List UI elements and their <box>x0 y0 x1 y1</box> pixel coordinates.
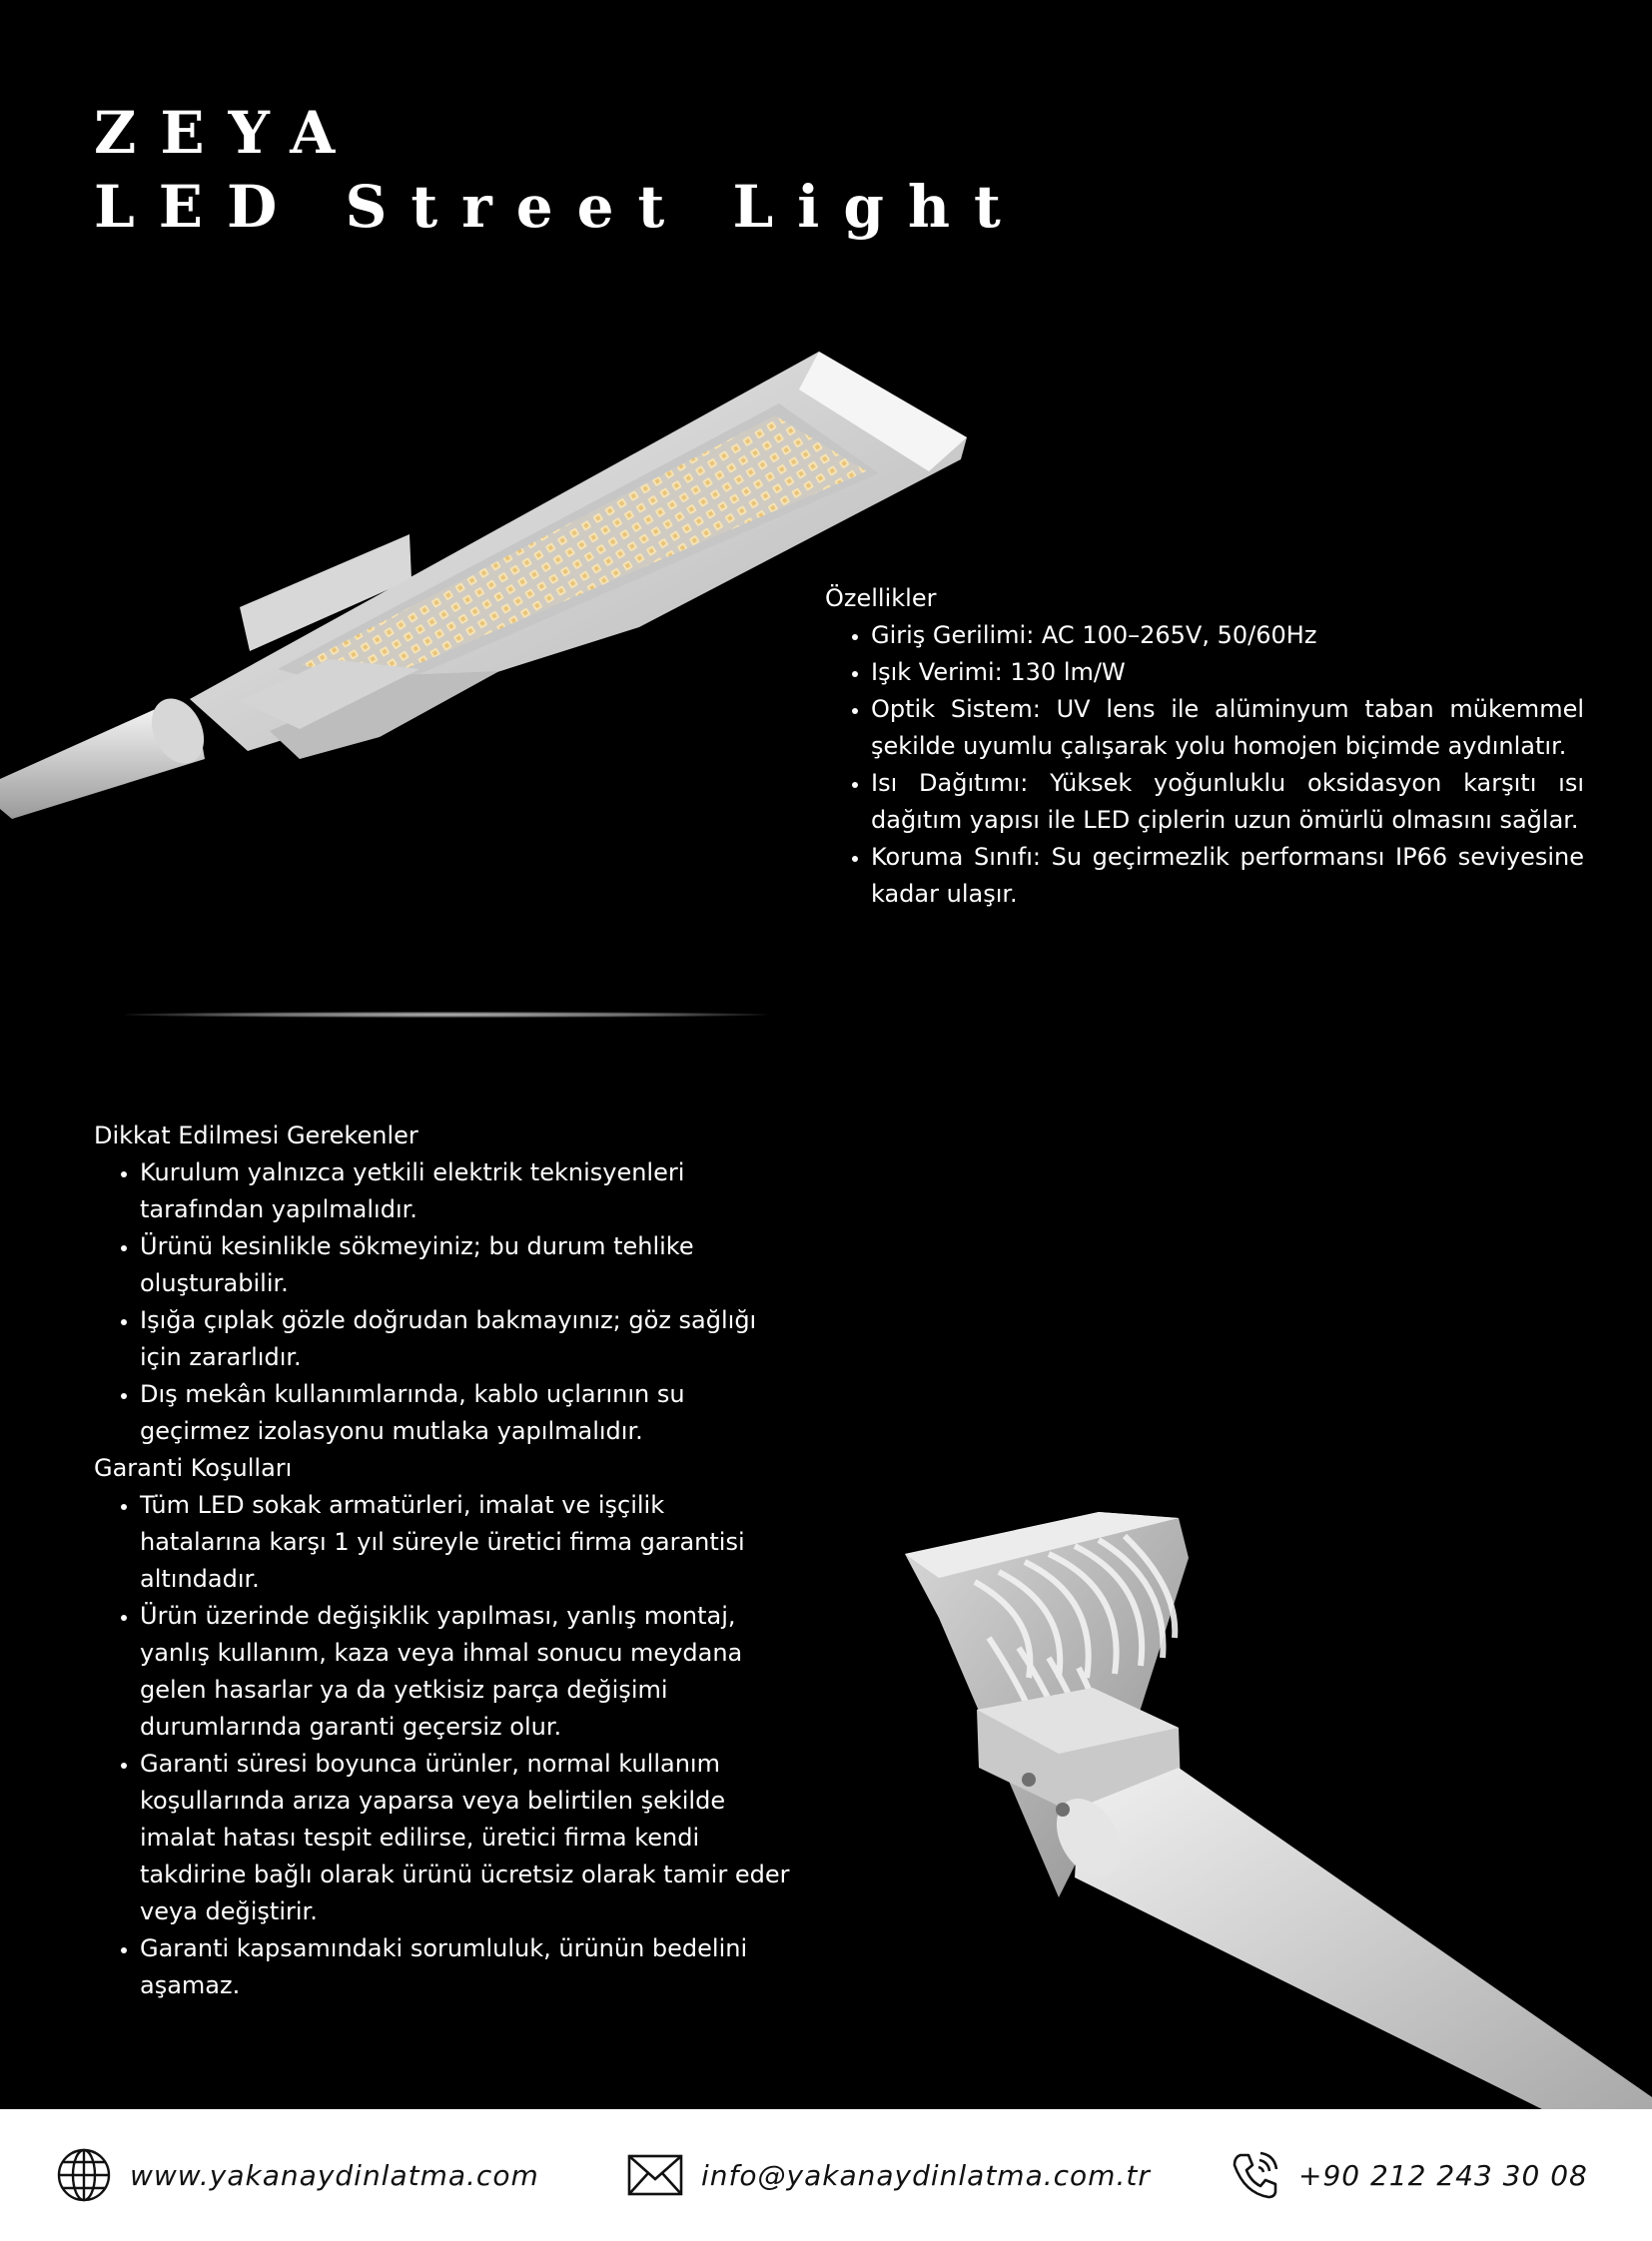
email-link[interactable]: info@yakanaydinlatma.com.tr <box>701 2158 1151 2192</box>
website-contact[interactable] <box>56 2147 539 2203</box>
list-item: • Giriş Gerilimi: AC 100–265V, 50/60Hz <box>871 617 1584 654</box>
cautions-list <box>94 1154 793 1450</box>
list-item: • Ürün üzerinde değişiklik yapılması, yanlış montaj, yanlış kullanım, kaza veya ihmal sonucu meydana gelen hasarlar ya da yetkisiz parça değişimi durumlarında garanti geçersiz olur. <box>140 1598 793 1746</box>
cautions-warranty-section <box>94 1118 793 2004</box>
email-contact[interactable] <box>627 2147 1151 2203</box>
list-item: • Işık Verimi: 130 lm/W <box>871 654 1584 691</box>
list-item: • Koruma Sınıfı: Su geçirmezlik performansı IP66 seviyesine kadar ulaşır. <box>871 839 1584 913</box>
phone-icon <box>1231 2149 1280 2201</box>
features-heading: Özellikler <box>825 584 937 612</box>
phone-number[interactable]: +90 212 243 30 08 <box>1298 2158 1588 2192</box>
page-title <box>94 96 1025 244</box>
globe-icon <box>56 2147 112 2203</box>
decorative-divider <box>124 1012 767 1018</box>
list-item: • Optik Sistem: UV lens ile alüminyum taban mükemmel şekilde uyumlu çalışarak yolu homojen biçimde aydınlatır. <box>871 691 1584 765</box>
list-item: • Garanti süresi boyunca ürünler, normal kullanım koşullarında arıza yaparsa veya belirtilen şekilde imalat hatası tespit edilirse, üretici firma kendi takdirine bağlı olarak ürünü ücretsiz olarak tamir eder veya değiştirir. <box>140 1746 793 1930</box>
cautions-heading: Dikkat Edilmesi Gerekenler <box>94 1121 418 1149</box>
list-item: • Dış mekân kullanımlarında, kablo uçlarının su geçirmez izolasyonu mutlaka yapılmalıdır. <box>140 1376 793 1450</box>
features-section <box>825 580 1584 913</box>
product-name: LED Street Light <box>94 173 1025 241</box>
website-link[interactable]: www.yakanaydinlatma.com <box>130 2158 539 2192</box>
warranty-list <box>94 1487 793 2004</box>
features-list <box>825 617 1584 913</box>
brand-name: ZEYA <box>94 99 360 167</box>
list-item: • Ürünü kesinlikle sökmeyiniz; bu durum tehlike oluşturabilir. <box>140 1228 793 1302</box>
list-item: • Işığa çıplak gözle doğrudan bakmayınız; göz sağlığı için zararlıdır. <box>140 1302 793 1376</box>
contact-footer <box>0 2109 1652 2241</box>
list-item: • Isı Dağıtımı: Yüksek yoğunluklu oksidasyon karşıtı ısı dağıtım yapısı ile LED çiplerin uzun ömürlü olmasını sağlar. <box>871 765 1584 839</box>
envelope-icon <box>627 2153 683 2197</box>
street-light-heatsink-image <box>879 1498 1652 2117</box>
list-item: • Garanti kapsamındaki sorumluluk, ürünün bedelini aşamaz. <box>140 1930 793 2004</box>
phone-contact[interactable] <box>1231 2147 1588 2203</box>
list-item: • Tüm LED sokak armatürleri, imalat ve işçilik hatalarına karşı 1 yıl süreyle üretici firma garantisi altındadır. <box>140 1487 793 1598</box>
list-item: • Kurulum yalnızca yetkili elektrik teknisyenleri tarafından yapılmalıdır. <box>140 1154 793 1228</box>
warranty-heading: Garanti Koşulları <box>94 1454 293 1482</box>
